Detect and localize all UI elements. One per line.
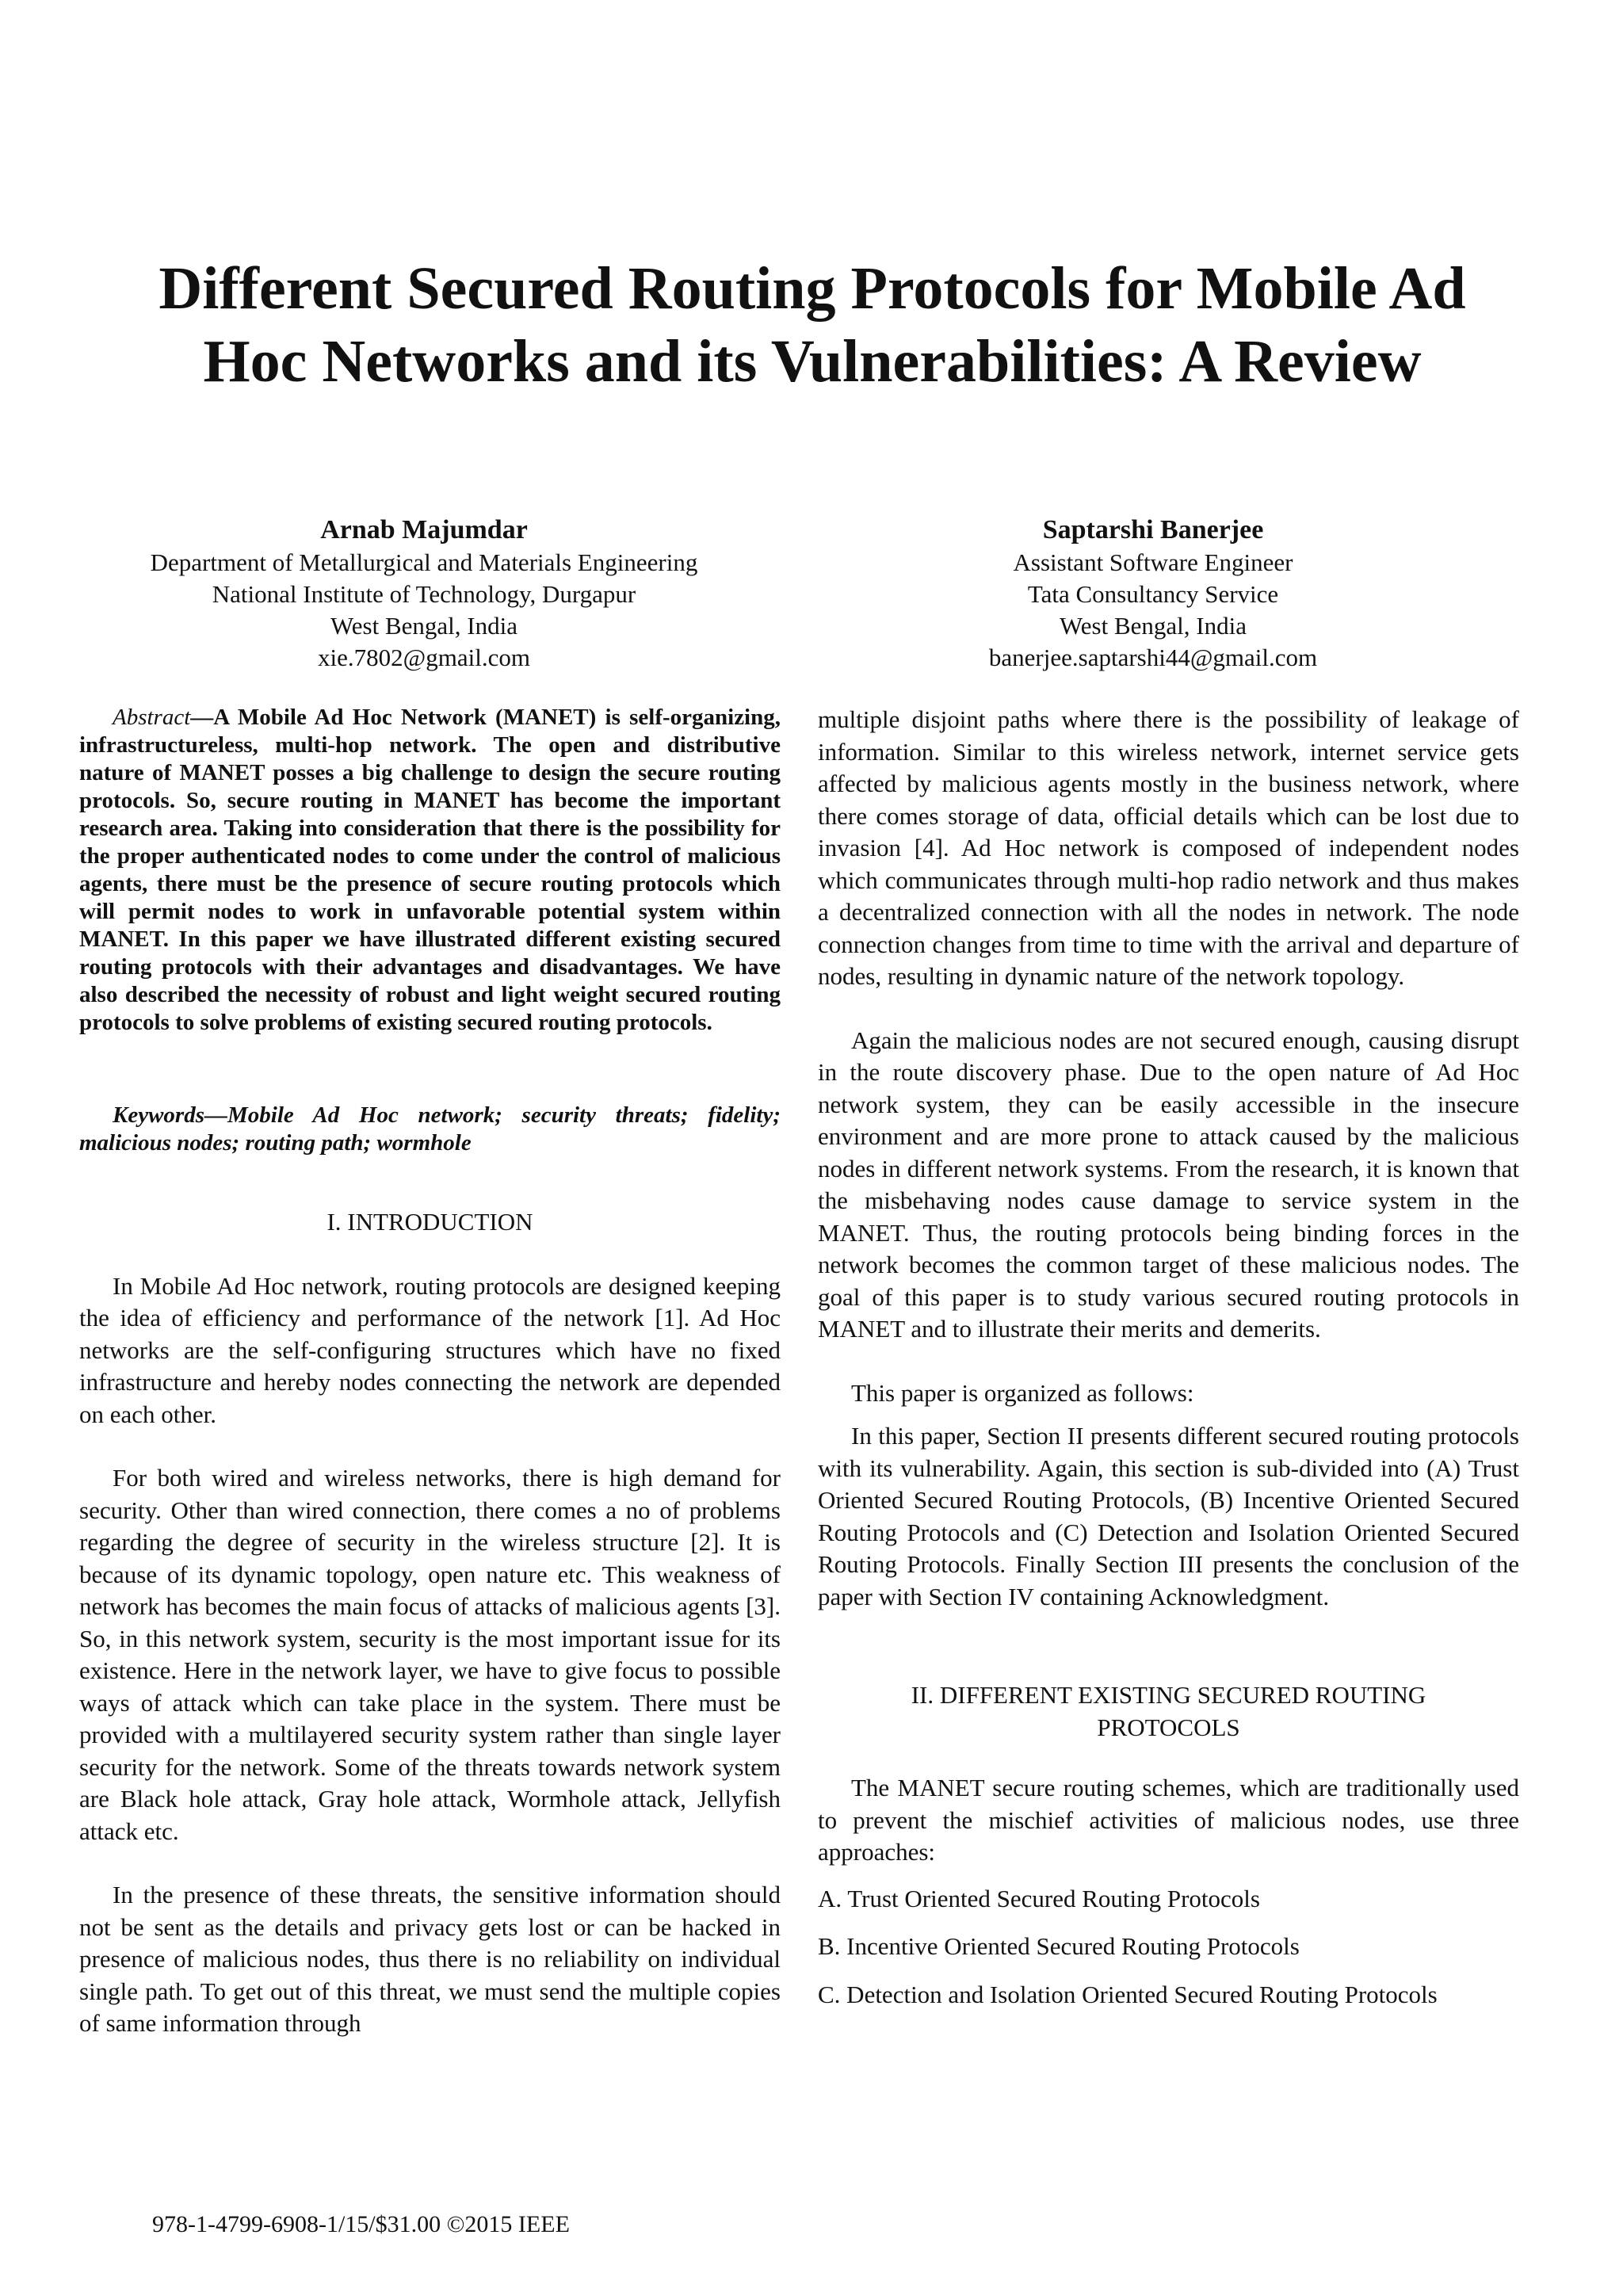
author-organization: Tata Consultancy Service [1027, 580, 1279, 608]
abstract-text: A Mobile Ad Hoc Network (MANET) is self-organizing, infrastructureless, multi-hop network. The open and distributive nature of MANET posses a big challenge to design the secure routing protocols. So, secure routing in MANET has become the important research area. Taking into consideration that there is the possibility for the proper authenticated nodes to come under the control of malicious agents, there must be the presence of secure routing protocols which will permit nodes to work in unfavorable potential system within MANET. In this paper we have illustrated different existing secured routing protocols with their advantages and disadvantages. We have also described the necessity of robust and light weight secured routing protocols to solve problems of existing secured routing protocols. [79, 705, 781, 1035]
approach-item-a: A. Trust Oriented Secured Routing Protocols [818, 1884, 1260, 1912]
left-column [79, 704, 781, 2040]
intro-paragraph-2: For both wired and wireless networks, there is high demand for security. Other than wired connection, there comes a no of problems regarding the degree of security in the wireless structure [2]. It is because of its dynamic topology, open nature etc. This weakness of network has becomes the main focus of attacks of malicious agents [3]. So, in this network system, security is the most important issue for its existence. Here in the network layer, we have to give focus to possible ways of attack which can take place in the system. There must be provided with a multilayered security system rather than single layer security for the network. Some of the threats towards network system are Black hole attack, Gray hole attack, Wormhole attack, Jellyfish attack etc. [79, 1464, 781, 1845]
abstract [79, 704, 781, 1037]
paper-title: Different Secured Routing Protocols for Mobile Ad Hoc Networks and its Vulnerabilities: A Review [158, 255, 1466, 395]
keywords: Keywords—Mobile Ad Hoc network; security threats; fidelity; malicious nodes; routing path; wormhole [79, 1102, 781, 1156]
section-heading-2-line-2: PROTOCOLS [1097, 1713, 1240, 1741]
copyright-footer: 978-1-4799-6908-1/15/$31.00 ©2015 IEEE [152, 2211, 570, 2237]
section-heading-introduction: I. INTRODUCTION [327, 1208, 533, 1236]
approach-item-c: C. Detection and Isolation Oriented Secured Routing Protocols [818, 1980, 1438, 2008]
author-department: Department of Metallurgical and Materials Engineering [150, 548, 698, 576]
intro-paragraph-1: In Mobile Ad Hoc network, routing protocols are designed keeping the idea of efficiency and performance of the network [1]. Ad Hoc networks are the self-configuring structures which have no fixed infrastructure and hereby nodes connecting the network are depended on each other. [79, 1271, 781, 1428]
author-location: West Bengal, India [1060, 612, 1247, 640]
section-heading-2-line-1: II. DIFFERENT EXISTING SECURED ROUTING [911, 1681, 1426, 1709]
author-name: Saptarshi Banerjee [1042, 515, 1264, 544]
author-block-2 [816, 514, 1490, 674]
organization-sentence: This paper is organized as follows: [851, 1378, 1194, 1407]
section2-paragraph: The MANET secure routing schemes, which are traditionally used to prevent the mischief activities of malicious nodes, use three approaches: [818, 1774, 1519, 1866]
abstract-dash: — [190, 705, 214, 730]
right-column [818, 704, 1519, 2011]
body-paragraph-2: Again the malicious nodes are not secured enough, causing disrupt in the route discovery phase. Due to the open nature of Ad Hoc network system, they can be easily accessible in the insecure environment and are more prone to attack caused by the malicious nodes in different network systems. From the research, it is known that the misbehaving nodes cause damage to service system in the MANET. Thus, the routing protocols being binding forces in the network becomes the common target of these malicious nodes. The goal of this paper is to study various secured routing protocols in MANET and to illustrate their merits and demerits. [818, 1026, 1519, 1343]
author-name: Arnab Majumdar [320, 515, 528, 544]
author-block-1 [87, 514, 761, 674]
author-email: banerjee.saptarshi44@gmail.com [988, 644, 1318, 671]
approach-item-b: B. Incentive Oriented Secured Routing Protocols [818, 1932, 1300, 1960]
intro-paragraph-3: In the presence of these threats, the sensitive information should not be sent as the details and privacy gets lost or can be hacked in presence of malicious nodes, thus there is no reliability on individual single path. To get out of this threat, we must send the multiple copies of same information through [79, 1881, 781, 2037]
body-paragraph-3: In this paper, Section II presents different secured routing protocols with its vulnerability. Again, this section is sub-divided into (A) Trust Oriented Secured Routing Protocols, (B) Incentive Oriented Secured Routing Protocols and (C) Detection and Isolation Oriented Secured Routing Protocols. Finally Section III presents the conclusion of the paper with Section IV containing Acknowledgment. [818, 1422, 1519, 1610]
author-position: Assistant Software Engineer [1013, 548, 1293, 576]
abstract-label: Abstract [113, 705, 191, 730]
author-location: West Bengal, India [330, 612, 517, 640]
body-paragraph-1: multiple disjoint paths where there is the possibility of leakage of information. Similar to this wireless network, internet service gets affected by malicious agents mostly in the business network, where there comes storage of data, official details which can be lost due to invasion [4]. Ad Hoc network is composed of independent nodes which communicates through multi-hop radio network and thus makes a decentralized connection with all the nodes in network. The node connection changes from time to time with the arrival and departure of nodes, resulting in dynamic nature of the network topology. [818, 705, 1519, 990]
author-email: xie.7802@gmail.com [318, 644, 530, 671]
author-institution: National Institute of Technology, Durgapur [212, 580, 636, 608]
